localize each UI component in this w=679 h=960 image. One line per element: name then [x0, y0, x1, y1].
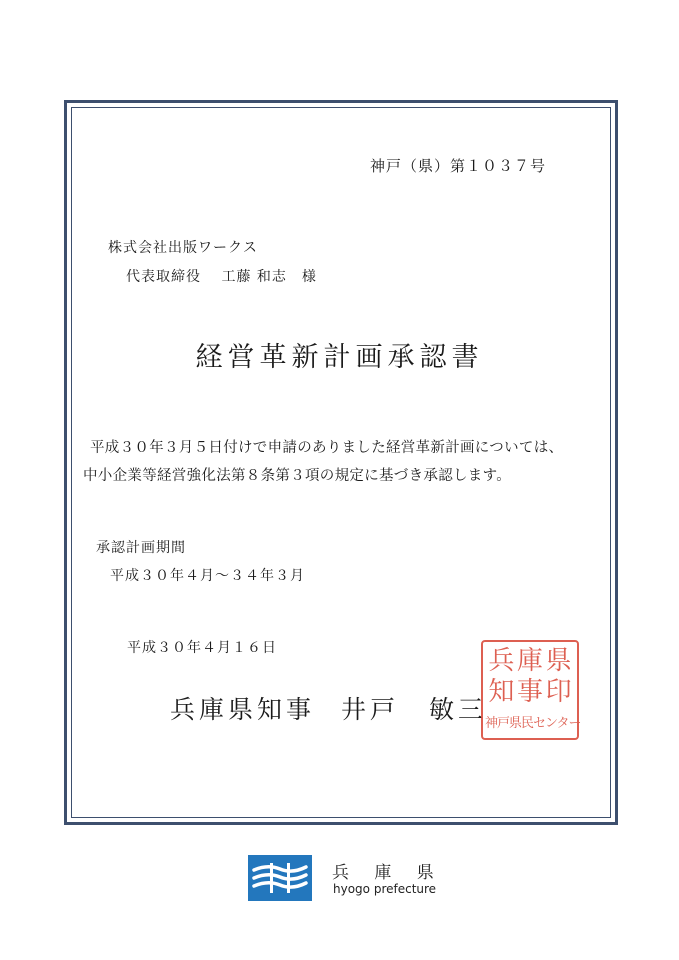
signature-line — [170, 690, 487, 726]
signer-title: 兵庫県知事 — [170, 695, 316, 724]
hyogo-wave-emblem-icon — [248, 855, 312, 901]
signer-family-name: 井戸 — [341, 695, 400, 724]
addressee: 代表取締役 工藤 和志 様 — [126, 269, 317, 285]
approval-period-label: 承認計画期間 — [96, 540, 186, 556]
seal-char: 兵 — [488, 646, 515, 676]
approval-period-value: 平成３０年４月～３４年３月 — [110, 568, 305, 584]
prefecture-name-english: hyogo prefecture — [333, 882, 437, 896]
seal-bottom-text: 神戸県民センター — [485, 716, 581, 731]
signer-given-name: 敏三 — [429, 695, 488, 724]
seal-char: 事 — [516, 677, 543, 707]
body-text-line-1: 平成３０年３月５日付けで申請のありました経営革新計画については、 — [90, 440, 564, 456]
seal-char: 知 — [488, 677, 515, 707]
issue-date: 平成３０年４月１６日 — [127, 640, 277, 656]
document-title: 経営革新計画承認書 — [195, 342, 484, 373]
seal-char: 印 — [545, 677, 572, 707]
company-name: 株式会社出版ワークス — [108, 240, 258, 256]
seal-char: 県 — [545, 646, 572, 676]
seal-char: 庫 — [516, 646, 543, 676]
body-text-line-2: 中小企業等経営強化法第８条第３項の規定に基づき承認します。 — [83, 468, 512, 484]
official-seal-stamp — [481, 640, 579, 740]
document-number: 神戸（県）第１０３７号 — [370, 157, 547, 175]
prefecture-name-japanese: 兵 庫 県 — [332, 863, 444, 883]
seal-characters — [487, 646, 573, 708]
